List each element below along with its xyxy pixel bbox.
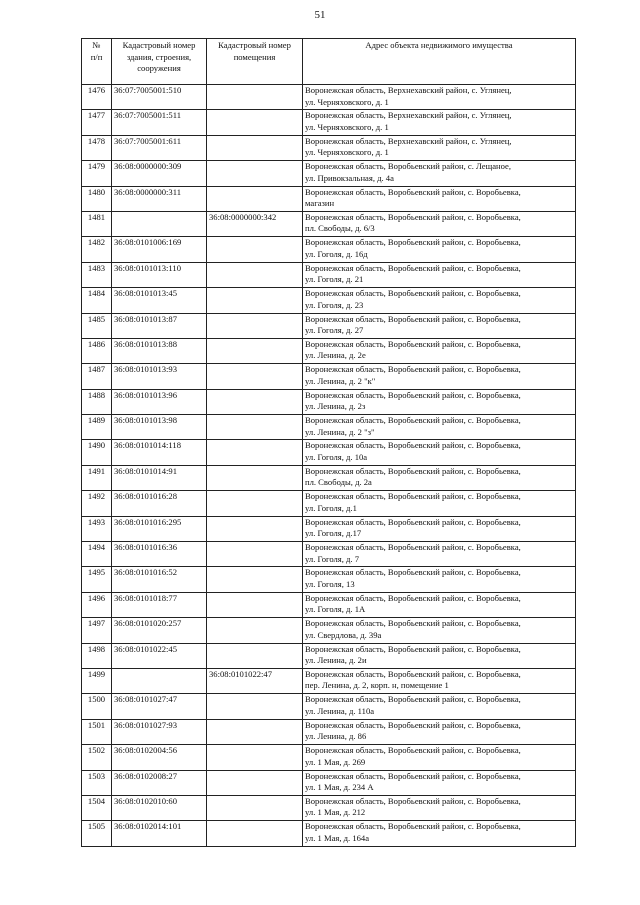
table-row [82, 389, 576, 414]
building-cadastral-number: 36:08:0101016:295 [112, 516, 207, 541]
row-number: 1487 [82, 364, 112, 389]
premises-cadastral-number [207, 389, 303, 414]
property-address [303, 338, 576, 363]
table-row [82, 440, 576, 465]
address-line-2: ул. Гоголя, д. 10а [305, 451, 368, 462]
address-line-1: Воронежская область, Воробьевский район, с. Воробьевка, [305, 288, 521, 299]
table-row [82, 567, 576, 592]
address-line-2: ул. Ленина, д. 86 [305, 731, 367, 742]
row-number: 1480 [82, 186, 112, 211]
address-line-2: ул. Гоголя, 13 [305, 578, 355, 589]
address-line-2: ул. Гоголя, д.1 [305, 502, 357, 513]
table-row [82, 694, 576, 719]
premises-cadastral-number: 36:08:0101022:47 [207, 668, 303, 693]
address-line-1: Воронежская область, Воробьевский район, с. Воробьевка, [305, 516, 521, 527]
address-line-2: ул. Свердлова, д. 39а [305, 629, 382, 640]
property-address [303, 161, 576, 186]
address-line-1: Воронежская область, Воробьевский район, с. Воробьевка, [305, 440, 521, 451]
table-row [82, 211, 576, 236]
row-number: 1491 [82, 465, 112, 490]
property-address [303, 719, 576, 744]
row-number: 1501 [82, 719, 112, 744]
table-row [82, 643, 576, 668]
property-registry-table [81, 38, 576, 847]
property-address [303, 211, 576, 236]
row-number: 1493 [82, 516, 112, 541]
address-line-2: ул. Ленина, д. 110а [305, 705, 375, 716]
table-row [82, 745, 576, 770]
premises-cadastral-number [207, 262, 303, 287]
premises-cadastral-number [207, 719, 303, 744]
header-building-cadastral: Кадастровый номер здания, строения, сооружения [112, 39, 207, 85]
address-line-1: Воронежская область, Воробьевский район, с. Воробьевка, [305, 415, 521, 426]
address-line-1: Воронежская область, Воробьевский район, с. Воробьевка, [305, 237, 521, 248]
address-line-2: ул. 1 Мая, д. 164а [305, 832, 370, 843]
building-cadastral-number: 36:08:0101014:118 [112, 440, 207, 465]
property-address [303, 694, 576, 719]
table-row [82, 237, 576, 262]
address-line-1: Воронежская область, Воробьевский район, с. Воробьевка, [305, 618, 521, 629]
premises-cadastral-number [207, 567, 303, 592]
building-cadastral-number: 36:07:7005001:510 [112, 85, 207, 110]
table-row [82, 668, 576, 693]
property-address [303, 745, 576, 770]
building-cadastral-number [112, 668, 207, 693]
address-line-2: ул. Гоголя, д.17 [305, 528, 362, 539]
premises-cadastral-number [207, 135, 303, 160]
row-number: 1481 [82, 211, 112, 236]
address-line-1: Воронежская область, Воробьевский район, с. Воробьевка, [305, 719, 521, 730]
address-line-1: Воронежская область, Воробьевский район, с. Воробьевка, [305, 542, 521, 553]
row-number: 1477 [82, 110, 112, 135]
row-number: 1505 [82, 821, 112, 846]
address-line-1: Воронежская область, Воробьевский район, с. Воробьевка, [305, 262, 521, 273]
table-row [82, 313, 576, 338]
premises-cadastral-number [207, 338, 303, 363]
address-line-1: Воронежская область, Воробьевский район, с. Воробьевка, [305, 491, 521, 502]
table-row [82, 465, 576, 490]
table-row [82, 516, 576, 541]
address-line-2: ул. Ленина, д. 2и [305, 655, 367, 666]
property-address [303, 237, 576, 262]
premises-cadastral-number [207, 516, 303, 541]
page-number: 51 [314, 9, 326, 21]
building-cadastral-number: 36:08:0101016:52 [112, 567, 207, 592]
address-line-2: пер. Ленина, д. 2, корп. н, помещение 1 [305, 680, 449, 691]
address-line-2: ул. Черняховского, д. 1 [305, 96, 389, 107]
premises-cadastral-number [207, 440, 303, 465]
premises-cadastral-number [207, 465, 303, 490]
table-row [82, 110, 576, 135]
row-number: 1494 [82, 542, 112, 567]
building-cadastral-number: 36:08:0101013:98 [112, 415, 207, 440]
building-cadastral-number: 36:07:7005001:511 [112, 110, 207, 135]
building-cadastral-number: 36:08:0101013:93 [112, 364, 207, 389]
address-line-1: Воронежская область, Воробьевский район, с. Воробьевка, [305, 770, 521, 781]
address-line-2: пл. Свободы, д. 6/3 [305, 223, 375, 234]
building-cadastral-number: 36:08:0101013:88 [112, 338, 207, 363]
building-cadastral-number: 36:08:0101020:257 [112, 618, 207, 643]
building-cadastral-number: 36:08:0101013:87 [112, 313, 207, 338]
address-line-1: Воронежская область, Воробьевский район, с. Воробьевка, [305, 694, 521, 705]
row-number: 1479 [82, 161, 112, 186]
building-cadastral-number: 36:08:0101022:45 [112, 643, 207, 668]
premises-cadastral-number [207, 618, 303, 643]
address-line-2: магазин [305, 198, 335, 209]
table-row [82, 770, 576, 795]
address-line-1: Воронежская область, Воробьевский район, с. Воробьевка, [305, 364, 521, 375]
property-address [303, 186, 576, 211]
premises-cadastral-number [207, 161, 303, 186]
row-number: 1484 [82, 288, 112, 313]
address-line-2: ул. Черняховского, д. 1 [305, 121, 389, 132]
table-row [82, 719, 576, 744]
address-line-1: Воронежская область, Воробьевский район, с. Воробьевка, [305, 389, 521, 400]
table-row [82, 592, 576, 617]
building-cadastral-number: 36:08:0101013:96 [112, 389, 207, 414]
building-cadastral-number: 36:08:0101027:47 [112, 694, 207, 719]
building-cadastral-number: 36:08:0101013:45 [112, 288, 207, 313]
building-cadastral-number [112, 211, 207, 236]
building-cadastral-number: 36:08:0101006:169 [112, 237, 207, 262]
address-line-1: Воронежская область, Воробьевский район, с. Воробьевка, [305, 338, 521, 349]
row-number: 1496 [82, 592, 112, 617]
table-row [82, 161, 576, 186]
property-address [303, 542, 576, 567]
table-row [82, 795, 576, 820]
header-number: № п/п [82, 39, 112, 85]
building-cadastral-number: 36:08:0101016:28 [112, 491, 207, 516]
building-cadastral-number: 36:08:0000000:309 [112, 161, 207, 186]
premises-cadastral-number [207, 745, 303, 770]
table-row [82, 542, 576, 567]
property-address [303, 592, 576, 617]
building-cadastral-number: 36:08:0102010:60 [112, 795, 207, 820]
building-cadastral-number: 36:08:0102008:27 [112, 770, 207, 795]
header-address: Адрес объекта недвижимого имущества [303, 39, 576, 85]
address-line-2: ул. Ленина, д. 2е [305, 350, 366, 361]
address-line-1: Воронежская область, Воробьевский район, с. Воробьевка, [305, 186, 521, 197]
building-cadastral-number: 36:08:0101013:110 [112, 262, 207, 287]
row-number: 1478 [82, 135, 112, 160]
property-address [303, 821, 576, 846]
premises-cadastral-number [207, 694, 303, 719]
address-line-1: Воронежская область, Воробьевский район, с. Воробьевка, [305, 745, 521, 756]
property-address [303, 795, 576, 820]
premises-cadastral-number [207, 643, 303, 668]
building-cadastral-number: 36:08:0102004:56 [112, 745, 207, 770]
premises-cadastral-number [207, 85, 303, 110]
table-row [82, 821, 576, 846]
table-row [82, 491, 576, 516]
premises-cadastral-number [207, 288, 303, 313]
address-line-1: Воронежская область, Верхнехавский район, с. Углянец, [305, 110, 512, 121]
premises-cadastral-number [207, 110, 303, 135]
property-address [303, 491, 576, 516]
premises-cadastral-number [207, 821, 303, 846]
row-number: 1503 [82, 770, 112, 795]
table-row [82, 618, 576, 643]
address-line-2: ул. Гоголя, д. 1А [305, 604, 366, 615]
row-number: 1498 [82, 643, 112, 668]
address-line-2: пл. Свободы, д. 2а [305, 477, 372, 488]
property-address [303, 465, 576, 490]
address-line-2: ул. 1 Мая, д. 234 А [305, 782, 374, 793]
table-body [82, 85, 576, 847]
table-row [82, 338, 576, 363]
building-cadastral-number: 36:08:0101016:36 [112, 542, 207, 567]
table-row [82, 415, 576, 440]
row-number: 1492 [82, 491, 112, 516]
address-line-2: ул. Гоголя, д. 27 [305, 325, 364, 336]
row-number: 1488 [82, 389, 112, 414]
table-row [82, 186, 576, 211]
property-address [303, 668, 576, 693]
address-line-2: ул. Привокзальная, д. 4а [305, 172, 394, 183]
address-line-1: Воронежская область, Воробьевский район, с. Воробьевка, [305, 592, 521, 603]
building-cadastral-number: 36:07:7005001:611 [112, 135, 207, 160]
table-row [82, 135, 576, 160]
building-cadastral-number: 36:08:0000000:311 [112, 186, 207, 211]
address-line-1: Воронежская область, Воробьевский район, с. Лещаное, [305, 161, 512, 172]
row-number: 1485 [82, 313, 112, 338]
property-address [303, 415, 576, 440]
row-number: 1490 [82, 440, 112, 465]
address-line-1: Воронежская область, Воробьевский район, с. Воробьевка, [305, 211, 521, 222]
property-address [303, 364, 576, 389]
premises-cadastral-number [207, 313, 303, 338]
building-cadastral-number: 36:08:0101018:77 [112, 592, 207, 617]
address-line-1: Воронежская область, Воробьевский район, с. Воробьевка, [305, 313, 521, 324]
property-address [303, 135, 576, 160]
address-line-2: ул. Ленина, д. 2з [305, 401, 366, 412]
address-line-2: ул. Ленина, д. 2 "з" [305, 426, 375, 437]
address-line-2: ул. Гоголя, д. 16д [305, 248, 368, 259]
table-header [82, 39, 576, 85]
address-line-1: Воронежская область, Воробьевский район, с. Воробьевка, [305, 821, 521, 832]
row-number: 1500 [82, 694, 112, 719]
table-row [82, 85, 576, 110]
address-line-1: Воронежская область, Воробьевский район, с. Воробьевка, [305, 465, 521, 476]
row-number: 1495 [82, 567, 112, 592]
building-cadastral-number: 36:08:0101027:93 [112, 719, 207, 744]
row-number: 1499 [82, 668, 112, 693]
property-address [303, 643, 576, 668]
table-row [82, 288, 576, 313]
row-number: 1502 [82, 745, 112, 770]
address-line-2: ул. Гоголя, д. 23 [305, 299, 364, 310]
property-address [303, 389, 576, 414]
property-address [303, 567, 576, 592]
row-number: 1504 [82, 795, 112, 820]
property-address [303, 770, 576, 795]
row-number: 1483 [82, 262, 112, 287]
premises-cadastral-number [207, 415, 303, 440]
address-line-2: ул. Ленина, д. 2 "к" [305, 375, 376, 386]
table-row [82, 364, 576, 389]
property-address [303, 313, 576, 338]
property-address [303, 618, 576, 643]
premises-cadastral-number [207, 364, 303, 389]
address-line-2: ул. Гоголя, д. 21 [305, 274, 364, 285]
premises-cadastral-number [207, 795, 303, 820]
row-number: 1489 [82, 415, 112, 440]
premises-cadastral-number: 36:08:0000000:342 [207, 211, 303, 236]
premises-cadastral-number [207, 186, 303, 211]
property-address [303, 262, 576, 287]
building-cadastral-number: 36:08:0101014:91 [112, 465, 207, 490]
premises-cadastral-number [207, 237, 303, 262]
row-number: 1482 [82, 237, 112, 262]
row-number: 1476 [82, 85, 112, 110]
address-line-1: Воронежская область, Верхнехавский район, с. Углянец, [305, 85, 512, 95]
property-address [303, 516, 576, 541]
address-line-1: Воронежская область, Воробьевский район, с. Воробьевка, [305, 795, 521, 806]
row-number: 1486 [82, 338, 112, 363]
row-number: 1497 [82, 618, 112, 643]
address-line-1: Воронежская область, Верхнехавский район, с. Углянец, [305, 135, 512, 146]
address-line-1: Воронежская область, Воробьевский район, с. Воробьевка, [305, 668, 521, 679]
property-address [303, 110, 576, 135]
address-line-1: Воронежская область, Воробьевский район, с. Воробьевка, [305, 643, 521, 654]
address-line-2: ул. Черняховского, д. 1 [305, 147, 389, 158]
building-cadastral-number: 36:08:0102014:101 [112, 821, 207, 846]
address-line-1: Воронежская область, Воробьевский район, с. Воробьевка, [305, 567, 521, 578]
premises-cadastral-number [207, 592, 303, 617]
table-row [82, 262, 576, 287]
premises-cadastral-number [207, 542, 303, 567]
header-premises-cadastral: Кадастровый номер помещения [207, 39, 303, 85]
premises-cadastral-number [207, 491, 303, 516]
property-address [303, 288, 576, 313]
address-line-2: ул. 1 Мая, д. 212 [305, 807, 366, 818]
property-address [303, 85, 576, 110]
address-line-2: ул. Гоголя, д. 7 [305, 553, 360, 564]
address-line-2: ул. 1 Мая, д. 269 [305, 756, 366, 767]
property-address [303, 440, 576, 465]
premises-cadastral-number [207, 770, 303, 795]
